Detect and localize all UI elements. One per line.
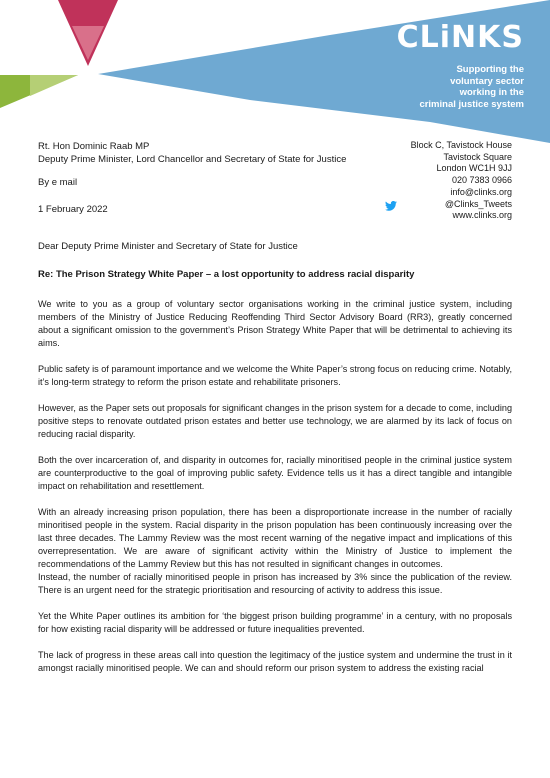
letter-date: 1 February 2022: [38, 204, 108, 215]
banner-cross-shape: [76, 66, 100, 88]
tagline-line: Supporting the: [456, 64, 524, 75]
letter-body: [38, 298, 512, 688]
banner-lightgreen-shape: [30, 75, 78, 96]
recipient-block: [38, 140, 346, 166]
body-paragraph: Both the over incarceration of, and disparity in outcomes for, racially minoritised people in the criminal justice system are counterproductive to the goal of improving public safety. Evidence tells us it has a direct tangible and intangible impact on rehabilitation and resettlement.: [38, 455, 512, 491]
email-link[interactable]: info@clinks.org: [450, 186, 512, 197]
body-paragraph: The lack of progress in these areas call into question the legitimacy of the justice system and undermine the trust in it amongst racially minoritised people. We can and should reform our prison system to address the existing racial: [38, 650, 512, 673]
body-paragraph: With an already increasing prison population, there has been a disproportionate increase in the number of racially minoritised people in the system. Racial disparity in the prison population has been continuously increasing over the last three decades. The Lammy Review was the most recent warning of the negative impact and implications of this overrepresentation. We are aware of significant activity within the Ministry of Justice to implement the recommendations of the Lammy Review but this has not resulted in significant changes in outcomes.: [38, 507, 512, 569]
address-line: Block C, Tavistock House: [410, 140, 512, 150]
salutation: Dear Deputy Prime Minister and Secretary of State for Justice: [38, 241, 298, 252]
twitter-icon: [385, 201, 397, 211]
body-paragraph: However, as the Paper sets out proposals for significant changes in the prison system for a decade to come, including positive steps to renovate outdated prison estates and better use technology, we are alarmed by its lack of focus on reducing racial disparity.: [38, 403, 512, 439]
recipient-name: Rt. Hon Dominic Raab MP: [38, 141, 150, 152]
body-paragraph: Instead, the number of racially minoritised people in prison has increased by 3% since the publication of the review. There is an urgent need for the strategic prioritisation and resourcing of activity to address this issue.: [38, 572, 512, 595]
tagline-line: working in the: [459, 87, 524, 98]
delivery-method: By e mail: [38, 177, 78, 188]
twitter-handle[interactable]: @Clinks_Tweets: [444, 198, 512, 209]
sender-address: [411, 140, 512, 222]
website-link[interactable]: www.clinks.org: [452, 210, 512, 221]
tagline-line: voluntary sector: [450, 75, 524, 87]
tagline-line: criminal justice system: [419, 98, 524, 110]
address-line: Tavistock Square: [443, 151, 512, 162]
banner-pink-shape: [72, 26, 104, 60]
address-line: London WC1H 9JJ: [436, 163, 512, 174]
phone-number: 020 7383 0966: [451, 175, 512, 186]
body-paragraph: We write to you as a group of voluntary sector organisations working in the criminal justice system, including members of the Ministry of Justice Reducing Reoffending Third Sector Advisory Board (RR3), greatly concerned about a significant omission to the government’s Prison Strategy White Paper that will be detrimental to achieving its aims.: [38, 299, 512, 348]
body-paragraph: Public safety is of paramount importance and we welcome the White Paper’s strong focus on reducing crime. Notably, it’s long-term strategy to reform the prison estate and rehabilitate prisoners.: [38, 364, 512, 387]
recipient-title: Deputy Prime Minister, Lord Chancellor and Secretary of State for Justice: [38, 154, 347, 165]
tagline: [384, 64, 524, 110]
twitter-handle-row[interactable]: [411, 199, 512, 211]
letter-subject: Re: The Prison Strategy White Paper – a lost opportunity to address racial disparity: [38, 269, 415, 280]
clinks-logo: CLiNKS: [396, 20, 524, 55]
body-paragraph: Yet the White Paper outlines its ambition for ‘the biggest prison building programme’ in a century, with no proposals for how existing racial disparity will be addressed or future inequalities prevented.: [38, 611, 512, 634]
